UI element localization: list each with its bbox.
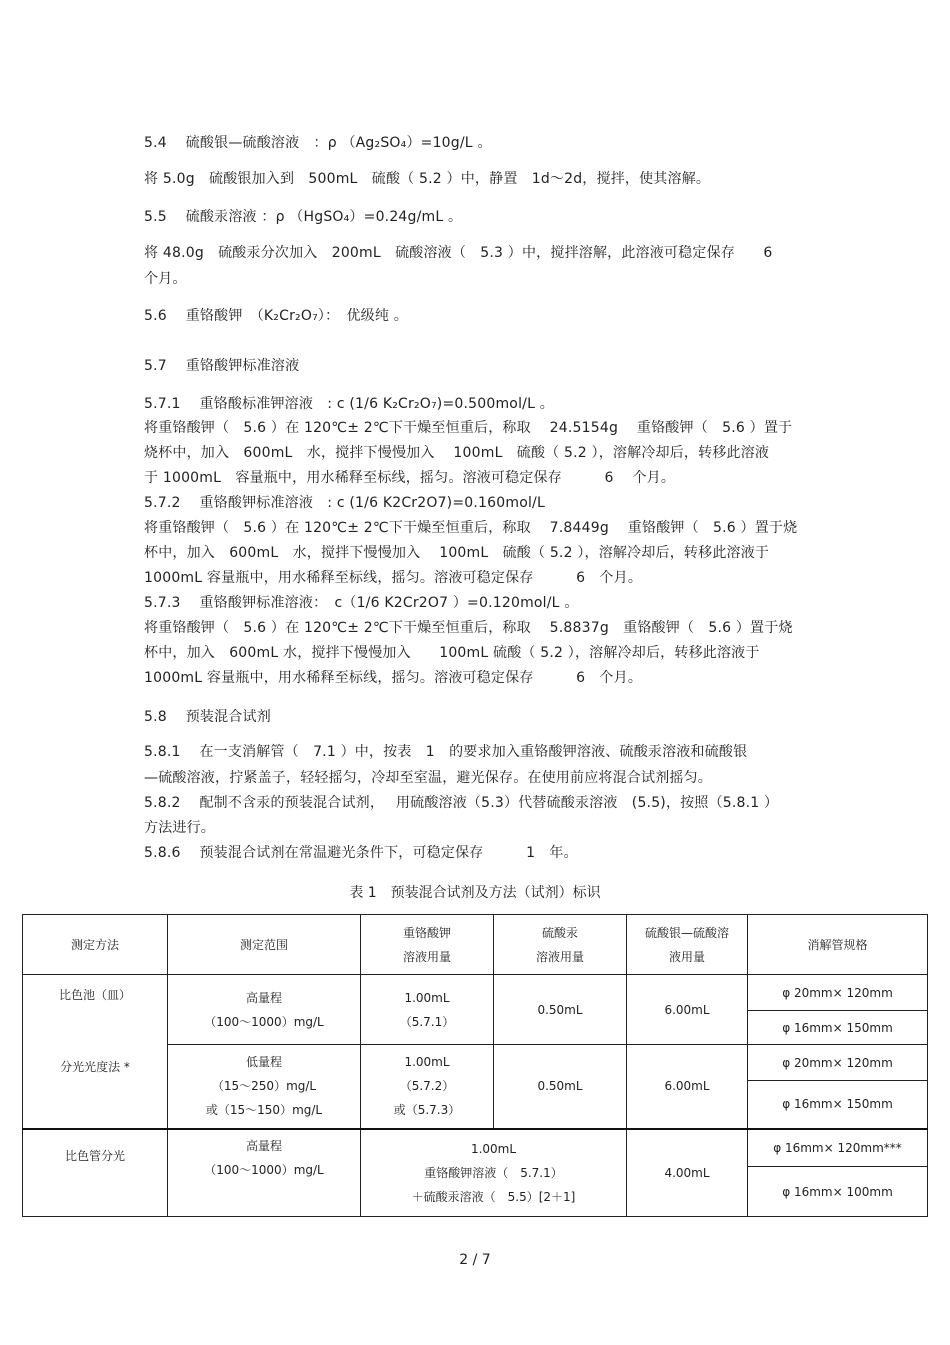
paragraph-line: 5.7.3 重铬酸钾标准溶液： c（1/6 K2Cr2O7 ）=0.120mol/L 。 xyxy=(144,595,579,611)
paragraph-line: 1000mL 容量瓶中，用水稀释至标线，摇匀。溶液可稳定保存 6 个月。 xyxy=(144,670,643,686)
paragraph-line: 方法进行。 xyxy=(144,820,215,836)
paragraph-line: 5.7 重铬酸钾标准溶液 xyxy=(144,358,300,374)
paragraph-line: 于 1000mL 容量瓶中，用水稀释至标线，摇匀。溶液可稳定保存 6 个月。 xyxy=(144,470,676,486)
paragraph-line: 将重铬酸钾（ 5.6 ）在 120℃± 2℃下干燥至恒重后，称取 7.8449g 重铬酸钾（ 5.6 ）置于烧 xyxy=(144,520,798,536)
paragraph-line: —硫酸溶液，拧紧盖子，轻轻摇匀，冷却至室温，避光保存。在使用前应将混合试剂摇匀。 xyxy=(144,770,712,786)
range-cell: 高量程 （100～1000）mg/L xyxy=(168,1129,361,1217)
paragraph-line: 将 48.0g 硫酸汞分次加入 200mL 硫酸溶液（ 5.3 ）中，搅拌溶解，此溶液可稳定保存 6 xyxy=(144,245,773,261)
paragraph-line: 5.4 硫酸银—硫酸溶液 ：ρ （Ag₂SO₄）=10g/L 。 xyxy=(144,135,492,151)
paragraph-line: 5.8.1 在一支消解管（ 7.1 ）中，按表 1 的要求加入重铬酸钾溶液、硫酸汞溶液和硫酸银 xyxy=(144,744,748,760)
table-caption: 表 1 预装混合试剂及方法（试剂）标识 xyxy=(349,885,601,901)
paragraph-line: 个月。 xyxy=(144,271,187,287)
paragraph-line: 将重铬酸钾（ 5.6 ）在 120℃± 2℃下干燥至恒重后，称取 5.8837g 重铬酸钾（ 5.6 ）置于烧 xyxy=(144,620,793,636)
paragraph-line: 5.8 预装混合试剂 xyxy=(144,709,271,725)
tube-cell: φ 20mm× 120mm xyxy=(748,975,928,1011)
tube-cell: φ 16mm× 150mm xyxy=(748,1011,928,1045)
range-cell: 低量程 （15～250）mg/L 或（15～150）mg/L xyxy=(168,1045,361,1129)
paragraph-line: 5.5 硫酸汞溶液 ：ρ （HgSO₄）=0.24g/mL 。 xyxy=(144,209,463,225)
tube-cell: φ 20mm× 120mm xyxy=(748,1045,928,1081)
paragraph-line: 5.8.6 预装混合试剂在常温避光条件下，可稳定保存 1 年。 xyxy=(144,845,578,861)
silver-cell: 6.00mL xyxy=(627,1045,748,1129)
header-mercury: 硫酸汞 溶液用量 xyxy=(494,915,627,975)
paragraph-line: 烧杯中，加入 600mL 水，搅拌下慢慢加入 100mL 硫酸（ 5.2 ），溶解冷却后，转移此溶液 xyxy=(144,445,770,461)
header-method: 测定方法 xyxy=(23,915,168,975)
paragraph-line: 1000mL 容量瓶中，用水稀释至标线，摇匀。溶液可稳定保存 6 个月。 xyxy=(144,570,643,586)
silver-cell: 6.00mL xyxy=(627,975,748,1045)
header-dichromate: 重铬酸钾 溶液用量 xyxy=(361,915,494,975)
header-tube: 消解管规格 xyxy=(748,915,928,975)
dichromate-cell: 1.00mL （5.7.2） 或（5.7.3） xyxy=(361,1045,494,1129)
reagent-table xyxy=(22,914,928,1217)
silver-cell: 4.00mL xyxy=(627,1129,748,1217)
paragraph-line: 5.8.2 配制不含汞的预装混合试剂， 用硫酸溶液（5.3）代替硫酸汞溶液 (5.5)，按照（5.8.1 ） xyxy=(144,795,779,811)
range-cell: 高量程 （100～1000）mg/L xyxy=(168,975,361,1045)
paragraph-line: 5.6 重铬酸钾 （K₂Cr₂O₇）： 优级纯 。 xyxy=(144,308,408,324)
tube-cell: φ 16mm× 100mm xyxy=(748,1167,928,1217)
dichromate-mercury-cell: 1.00mL 重铬酸钾溶液（ 5.7.1） ＋硫酸汞溶液（ 5.5）[2＋1] xyxy=(361,1129,627,1217)
paragraph-line: 5.7.1 重铬酸标准钾溶液 : c (1/6 K₂Cr₂O₇)=0.500mol/L 。 xyxy=(144,396,554,412)
paragraph-line: 杯中，加入 600mL 水，搅拌下慢慢加入 100mL 硫酸（ 5.2 ），溶解冷却后，转移此溶液于 xyxy=(144,645,760,661)
method-cell-colorimetric-cell: 比色池（皿） 分光光度法 * xyxy=(23,975,168,1129)
header-range: 测定范围 xyxy=(168,915,361,975)
paragraph-line: 5.7.2 重铬酸钾标准溶液 : c (1/6 K2Cr2O7)=0.160mol/L xyxy=(144,495,545,511)
mercury-cell: 0.50mL xyxy=(494,975,627,1045)
dichromate-cell: 1.00mL （5.7.1） xyxy=(361,975,494,1045)
paragraph-line: 将重铬酸钾（ 5.6 ）在 120℃± 2℃下干燥至恒重后，称取 24.5154g 重铬酸钾（ 5.6 ）置于 xyxy=(144,420,793,436)
paragraph-line: 将 5.0g 硫酸银加入到 500mL 硫酸（ 5.2 ）中，静置 1d～2d，搅拌，使其溶解。 xyxy=(144,171,711,187)
page-number: 2 / 7 xyxy=(459,1252,491,1268)
paragraph-line: 杯中，加入 600mL 水，搅拌下慢慢加入 100mL 硫酸（ 5.2 ），溶解冷却后，转移此溶液于 xyxy=(144,545,770,561)
tube-cell: φ 16mm× 120mm*** xyxy=(748,1129,928,1167)
header-silver: 硫酸银—硫酸溶 液用量 xyxy=(627,915,748,975)
mercury-cell: 0.50mL xyxy=(494,1045,627,1129)
method-cell-colorimetric-tube: 比色管分光 xyxy=(23,1129,168,1217)
tube-cell: φ 16mm× 150mm xyxy=(748,1081,928,1129)
